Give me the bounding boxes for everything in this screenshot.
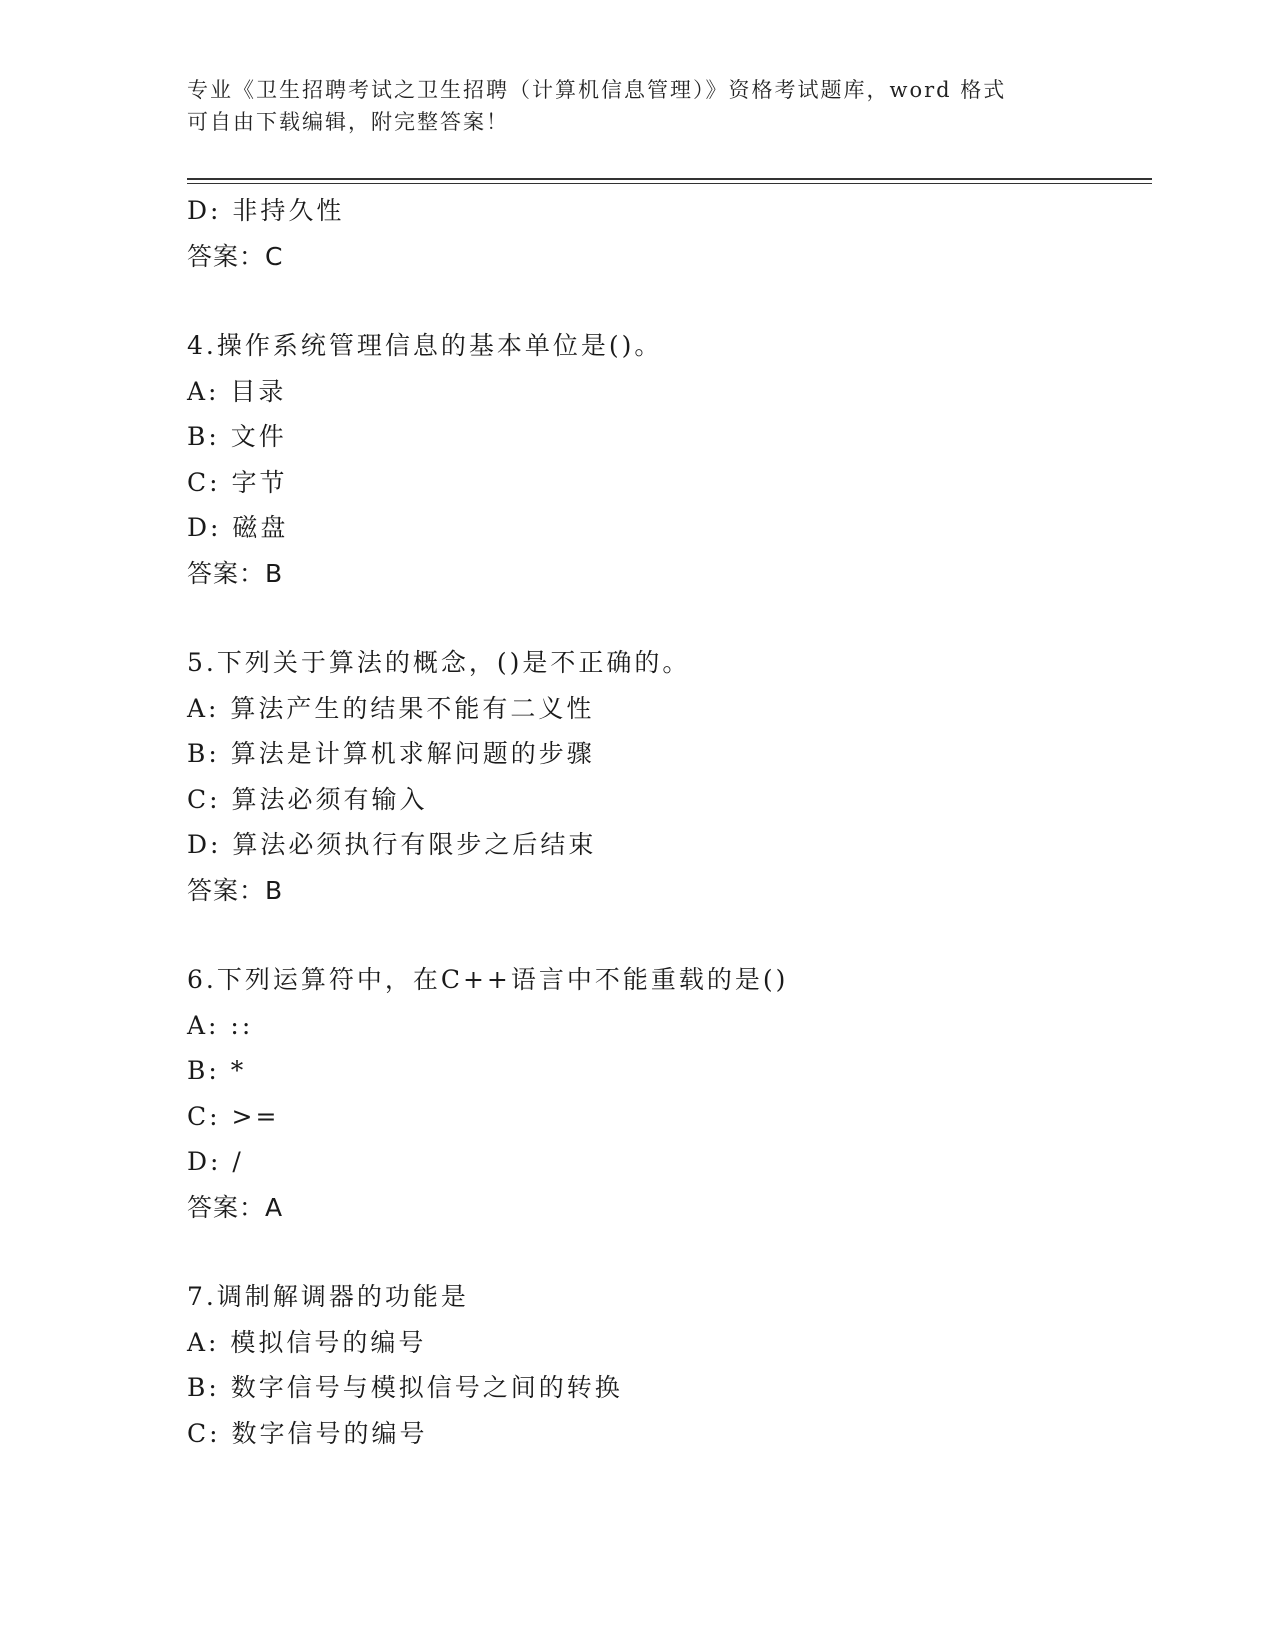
option-a: A: :: (187, 1010, 254, 1040)
option-c: C: >= (187, 1101, 280, 1131)
option-b: B: 数字信号与模拟信号之间的转换 (187, 1373, 623, 1402)
header-line-2: 可自由下载编辑，附完整答案！ (187, 110, 509, 134)
answer-line: 答案：A (187, 1192, 284, 1222)
header-divider-thick (187, 178, 1152, 180)
answer-line: 答案：C (187, 241, 284, 271)
option-d: D: / (187, 1147, 244, 1176)
question-stem: 7.调制解调器的功能是 (187, 1282, 469, 1311)
question-list (187, 188, 1152, 1456)
option-a: A: 目录 (187, 376, 287, 406)
option-c: C: 算法必须有输入 (187, 784, 428, 814)
option-c: C: 数字信号的编号 (187, 1418, 428, 1448)
answer-line: 答案：B (187, 875, 284, 905)
question-stem: 4.操作系统管理信息的基本单位是()。 (187, 331, 663, 360)
option-b: B: 文件 (187, 422, 287, 451)
option-a: A: 模拟信号的编号 (187, 1327, 427, 1357)
option-b: B: * (187, 1056, 247, 1085)
option-d: D: 磁盘 (187, 513, 289, 542)
question-6 (187, 957, 1152, 1230)
option-b: B: 算法是计算机求解问题的步骤 (187, 739, 595, 768)
question-4 (187, 323, 1152, 596)
answer-line: 答案：B (187, 558, 284, 588)
question-stem: 6.下列运算符中，在C++语言中不能重载的是() (187, 965, 789, 994)
header-divider-thin (187, 183, 1152, 184)
question-7 (187, 1274, 1152, 1456)
document-header (187, 74, 1067, 138)
option-d: D: 算法必须执行有限步之后结束 (187, 830, 597, 859)
option-d: D: 非持久性 (187, 196, 345, 225)
question-stem: 5.下列关于算法的概念，()是不正确的。 (187, 648, 691, 677)
option-a: A: 算法产生的结果不能有二义性 (187, 693, 595, 723)
header-line-1: 专业《卫生招聘考试之卫生招聘（计算机信息管理）》资格考试题库，word 格式 (187, 78, 1007, 102)
option-c: C: 字节 (187, 467, 288, 497)
question-3-tail (187, 188, 1152, 279)
question-5 (187, 640, 1152, 913)
